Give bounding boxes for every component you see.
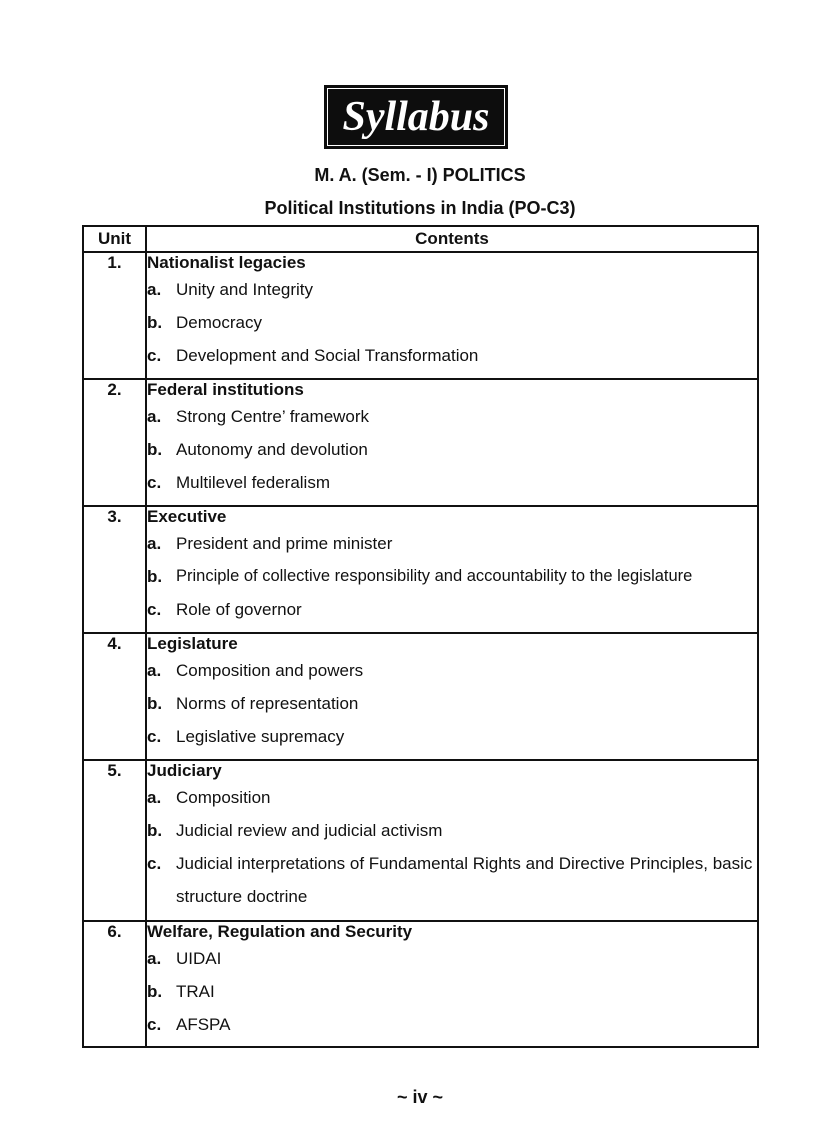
contents-column-header: Contents <box>146 226 758 252</box>
item-letter: b. <box>147 821 163 840</box>
unit-title: Judiciary <box>147 761 222 780</box>
item-letter: a. <box>147 788 162 807</box>
item-letter: c. <box>147 1015 162 1034</box>
list-item <box>147 654 757 687</box>
item-letter: a. <box>147 534 162 553</box>
unit-title: Legislature <box>147 634 238 653</box>
unit-contents <box>146 252 758 379</box>
list-item <box>147 433 757 466</box>
list-item <box>147 466 757 499</box>
unit-title: Welfare, Regulation and Security <box>147 922 413 941</box>
list-item <box>147 560 757 593</box>
table-row <box>83 760 758 921</box>
unit-number: 3. <box>83 506 146 633</box>
item-letter: a. <box>147 280 162 299</box>
item-letter: a. <box>147 407 162 426</box>
unit-number: 5. <box>83 760 146 921</box>
item-letter: c. <box>147 854 162 873</box>
page-number: ~ iv ~ <box>396 1087 444 1107</box>
list-item <box>147 942 757 975</box>
item-text: Role of governor <box>176 600 302 619</box>
item-text: Multilevel federalism <box>176 473 330 492</box>
unit-title: Nationalist legacies <box>147 253 306 272</box>
table-row <box>83 252 758 379</box>
item-letter: c. <box>147 473 162 492</box>
unit-number: 2. <box>83 379 146 506</box>
unit-contents <box>146 506 758 633</box>
syllabus-table <box>82 225 759 1048</box>
item-text: Autonomy and devolution <box>176 440 368 459</box>
list-item <box>147 306 757 339</box>
paper-title: Political Institutions in India (PO-C3) <box>264 198 576 218</box>
unit-column-header: Unit <box>83 226 146 252</box>
item-text: Development and Social Transformation <box>176 346 479 365</box>
list-item <box>147 527 757 560</box>
item-letter: b. <box>147 982 163 1001</box>
table-row <box>83 506 758 633</box>
list-item <box>147 339 757 372</box>
item-text: Democracy <box>176 313 262 332</box>
item-text: Legislative supremacy <box>176 727 345 746</box>
unit-number: 4. <box>83 633 146 760</box>
item-text: Principle of collective responsibility and accountability to the legislature <box>176 567 693 585</box>
item-letter: c. <box>147 346 162 365</box>
item-text: Judicial interpretations of Fundamental Rights and Directive Principles, basic structure doctrine <box>176 854 753 906</box>
item-text: UIDAI <box>176 949 222 968</box>
item-text: TRAI <box>176 982 215 1001</box>
item-letter: b. <box>147 440 163 459</box>
item-letter: a. <box>147 949 162 968</box>
list-item <box>147 847 757 913</box>
item-text: Composition <box>176 788 271 807</box>
item-letter: b. <box>147 567 163 586</box>
unit-contents <box>146 760 758 921</box>
item-letter: c. <box>147 600 162 619</box>
unit-contents <box>146 379 758 506</box>
item-letter: c. <box>147 727 162 746</box>
list-item <box>147 975 757 1008</box>
list-item <box>147 1008 757 1041</box>
item-text: AFSPA <box>176 1015 231 1034</box>
list-item <box>147 687 757 720</box>
unit-contents <box>146 921 758 1047</box>
list-item <box>147 720 757 753</box>
unit-number: 6. <box>83 921 146 1047</box>
list-item <box>147 400 757 433</box>
table-header-row <box>83 226 758 252</box>
unit-number: 1. <box>83 252 146 379</box>
item-text: President and prime minister <box>176 534 393 553</box>
table-row <box>83 633 758 760</box>
item-text: Norms of representation <box>176 694 359 713</box>
table-row <box>83 379 758 506</box>
list-item <box>147 814 757 847</box>
item-letter: b. <box>147 694 163 713</box>
list-item <box>147 781 757 814</box>
course-title: M. A. (Sem. - I) POLITICS <box>314 165 526 185</box>
item-text: Composition and powers <box>176 661 364 680</box>
item-letter: a. <box>147 661 162 680</box>
list-item <box>147 593 757 626</box>
table-row <box>83 921 758 1047</box>
item-text: Strong Centre’ framework <box>176 407 370 426</box>
unit-title: Executive <box>147 507 227 526</box>
item-letter: b. <box>147 313 163 332</box>
unit-title: Federal institutions <box>147 380 304 399</box>
item-text: Unity and Integrity <box>176 280 314 299</box>
list-item <box>147 273 757 306</box>
unit-contents <box>146 633 758 760</box>
item-text: Judicial review and judicial activism <box>176 821 443 840</box>
syllabus-badge-text: Syllabus <box>342 94 490 140</box>
syllabus-badge <box>324 85 508 149</box>
